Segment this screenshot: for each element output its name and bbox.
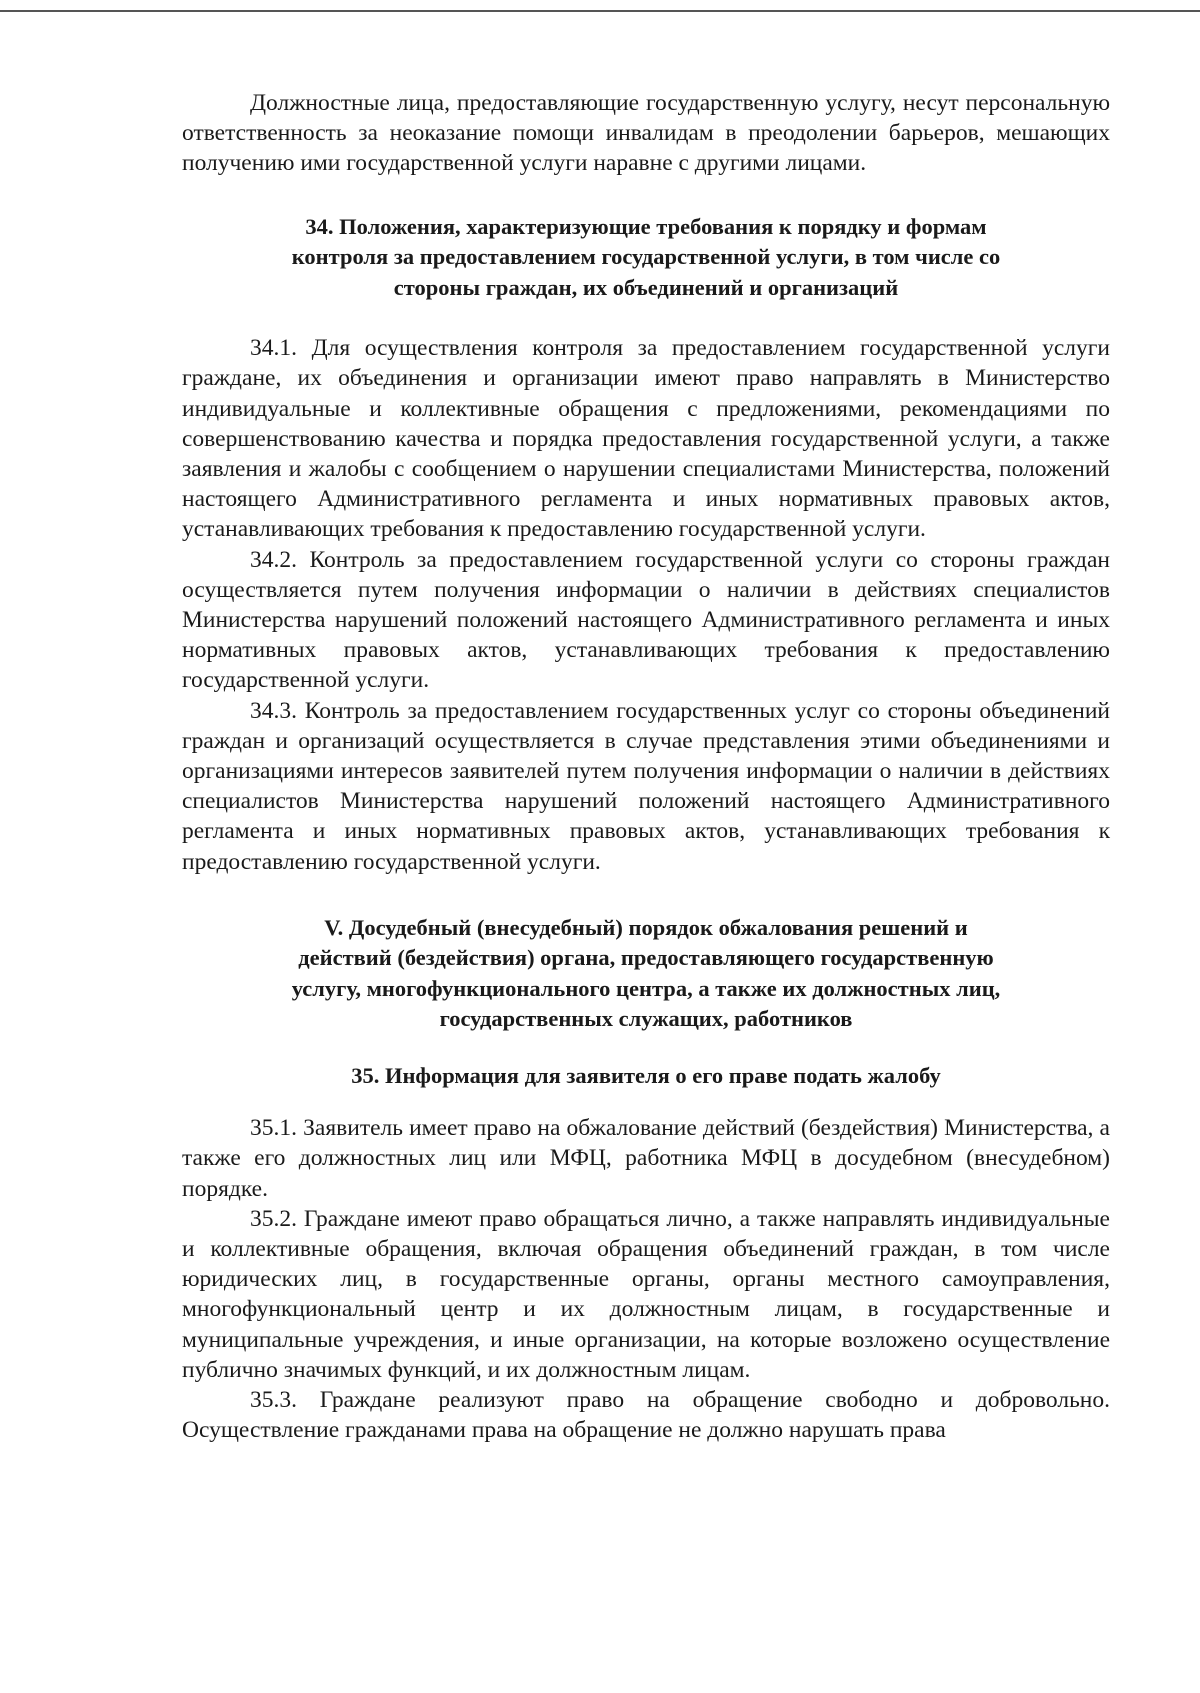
- section-V-heading-line3: услугу, многофункционального центра, а также их должностных лиц,: [291, 975, 1001, 1001]
- top-border-line: [0, 10, 1200, 12]
- section-V-heading-line2: действий (бездействия) органа, предоставляющего государственную: [298, 945, 994, 971]
- paragraph-35-2: 35.2. Граждане имеют право обращаться лично, а также направлять индивидуальные и коллективные обращения, включая обращения объединений граждан, в том числе юридических лиц, в государственные органы, органы местного самоуправления, многофункциональный центр и их должностным лицам, в государственные и муниципальные учреждения, и иные организации, на которые возложено осуществление публично значимых функций, и их должностным лицам.: [182, 1205, 1110, 1383]
- section-35-heading: 35. Информация для заявителя о его праве подать жалобу: [351, 1062, 941, 1088]
- paragraph-34-2: 34.2. Контроль за предоставлением государственной услуги со стороны граждан осуществляется путем получения информации о наличии в действиях специалистов Министерства нарушений положений настоящего Административного регламента и иных нормативных правовых актов, устанавливающих требования к предоставлению государственной услуги.: [182, 546, 1110, 694]
- section-V-heading: [182, 913, 1110, 1035]
- paragraph-35-3: 35.3. Граждане реализуют право на обращение свободно и добровольно. Осуществление гражданами права на обращение не должно нарушать права: [182, 1387, 1110, 1444]
- section-V-heading-line4: государственных служащих, работников: [439, 1006, 853, 1032]
- section-34-heading-line2: контроля за предоставлением государственной услуги, в том числе со: [291, 244, 1001, 270]
- paragraph-34-3: 34.3. Контроль за предоставлением государственных услуг со стороны объединений граждан и организаций осуществляется в случае представления этими объединениями и организациями интересов заявителей путем получения информации о наличии в действиях специалистов Министерства нарушений положений настоящего Административного регламента и иных нормативных правовых актов, устанавливающих требования к предоставлению государственной услуги.: [182, 697, 1110, 875]
- section-34-heading: [182, 212, 1110, 304]
- section-V-heading-line1: V. Досудебный (внесудебный) порядок обжалования решений и: [324, 914, 968, 940]
- paragraph-34-1: 34.1. Для осуществления контроля за предоставлением государственной услуги граждане, их объединения и организации имеют право направлять в Министерство индивидуальные и коллективные обращения с предложениями, рекомендациями по совершенствованию качества и порядка предоставления государственной услуги, а также заявления и жалобы с сообщением о нарушении специалистами Министерства, положений настоящего Административного регламента и иных нормативных правовых актов, устанавливающих требования к предоставлению государственной услуги.: [182, 335, 1110, 543]
- section-34-heading-line3: стороны граждан, их объединений и организаций: [393, 274, 899, 300]
- section-34-heading-line1: 34. Положения, характеризующие требования к порядку и формам: [305, 213, 987, 239]
- intro-paragraph: Должностные лица, предоставляющие государственную услугу, несут персональную ответственность за неоказание помощи инвалидам в преодолении барьеров, мешающих получению ими государственной услуги наравне с другими лицами.: [182, 90, 1110, 177]
- paragraph-35-1: 35.1. Заявитель имеет право на обжалование действий (бездействия) Министерства, а также его должностных лиц или МФЦ, работника МФЦ в досудебном (внесудебном) порядке.: [182, 1115, 1110, 1202]
- document-page: [182, 88, 1110, 1446]
